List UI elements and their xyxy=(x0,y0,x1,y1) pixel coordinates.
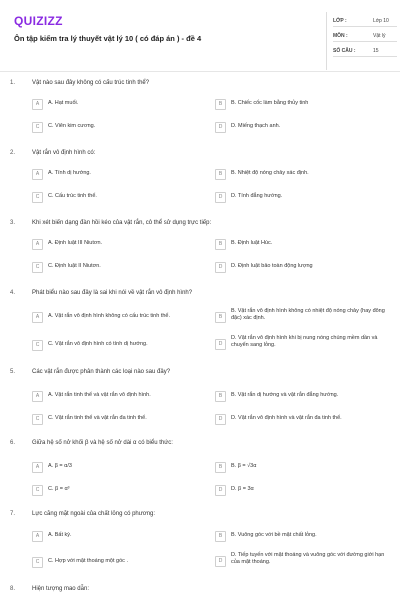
question-text: Hiện tượng mao dẫn: xyxy=(32,586,89,592)
question-text: Các vật rắn được phân thành các loại nào sau đây? xyxy=(32,369,171,375)
option-a[interactable] xyxy=(32,389,202,403)
meta-value: Lớp 10 xyxy=(373,18,389,24)
option-letter-badge: B xyxy=(215,239,226,250)
option-letter-badge: C xyxy=(32,192,43,203)
meta-value: Vật lý xyxy=(373,33,386,39)
question-text: Khi xét biến dạng đàn hồi kéo của vật rắn, cô thể sử dụng trực tiếp: xyxy=(32,220,212,226)
option-text: C. Viên kim cương. xyxy=(48,123,96,129)
option-text: B. Vật rắn dị hướng và vật rắn đẳng hướng. xyxy=(231,392,339,398)
option-d[interactable] xyxy=(215,335,385,349)
option-c[interactable] xyxy=(32,190,202,204)
meta-value: 15 xyxy=(373,48,379,54)
option-letter-badge: A xyxy=(32,391,43,402)
option-text: A. Hạt muối. xyxy=(48,100,79,106)
question-text: Vật nào sau đây không có cấu trúc tinh thể? xyxy=(32,80,150,86)
question-text: Vật rắn vô định hình có: xyxy=(32,150,96,156)
meta-panel xyxy=(326,12,399,70)
question-number: 4. xyxy=(10,290,16,296)
option-letter-badge: D xyxy=(215,339,226,350)
option-c[interactable] xyxy=(32,260,202,274)
option-letter-badge: D xyxy=(215,192,226,203)
option-text: C. Vật rắn vô định hình có tính dị hướng. xyxy=(48,341,148,347)
option-text: C. Định luật II Niutơn. xyxy=(48,263,101,269)
option-text: C. Hợp với mặt thoáng một góc . xyxy=(48,558,128,564)
option-text: D. Vật rắn vô định hình và vật rắn đa tinh thể. xyxy=(231,415,342,421)
option-letter-badge: B xyxy=(215,312,226,323)
option-a[interactable] xyxy=(32,460,202,474)
option-letter-badge: A xyxy=(32,99,43,110)
option-text: B. Định luật Húc. xyxy=(231,240,273,246)
option-c[interactable] xyxy=(32,412,202,426)
option-text: A. Vật rắn vô định hình không có cấu trúc tinh thể. xyxy=(48,313,170,319)
option-b[interactable] xyxy=(215,389,385,403)
option-d[interactable] xyxy=(215,120,385,134)
option-text: B. Chiếc cốc làm bằng thủy tinh xyxy=(231,100,309,106)
option-letter-badge: D xyxy=(215,485,226,496)
option-text: D. Tính đẳng hướng. xyxy=(231,193,283,199)
option-letter-badge: B xyxy=(215,531,226,542)
question-text: Giữa hệ số nở khối β và hệ số nở dài α có biểu thức: xyxy=(32,440,173,446)
option-text: C. Cấu trúc tinh thể. xyxy=(48,193,97,199)
option-letter-badge: C xyxy=(32,557,43,568)
question-number: 7. xyxy=(10,511,16,517)
option-b[interactable] xyxy=(215,237,385,251)
option-letter-badge: D xyxy=(215,556,226,567)
question-text: Phát biểu nào sau đây là sai khi nói về vật rắn vô định hình? xyxy=(32,290,193,296)
option-b[interactable] xyxy=(215,167,385,181)
option-text: C. Vật rắn tinh thể và vật rắn đa tinh thể. xyxy=(48,415,147,421)
option-text: A. Bất kỳ. xyxy=(48,532,72,538)
option-a[interactable] xyxy=(32,97,202,111)
option-c[interactable] xyxy=(32,483,202,497)
option-letter-badge: C xyxy=(32,122,43,133)
option-d[interactable] xyxy=(215,412,385,426)
option-text: D. Vật rắn vô định hình khi bị nung nóng chúng mềm dần và chuyển sang lỏng. xyxy=(231,335,378,348)
option-b[interactable] xyxy=(215,529,385,543)
option-a[interactable] xyxy=(32,167,202,181)
option-letter-badge: B xyxy=(215,99,226,110)
header-divider xyxy=(0,71,400,72)
option-c[interactable] xyxy=(32,120,202,134)
option-text: B. β = √3α xyxy=(231,463,257,469)
option-letter-badge: C xyxy=(32,262,43,273)
option-text: C. β = α³ xyxy=(48,486,70,492)
option-text: A. Vật rắn tinh thể và vật rắn vô định hình. xyxy=(48,392,151,398)
option-text: D. β = 3α xyxy=(231,486,254,492)
option-b[interactable] xyxy=(215,97,385,111)
option-b[interactable] xyxy=(215,460,385,474)
option-d[interactable] xyxy=(215,190,385,204)
option-letter-badge: D xyxy=(215,414,226,425)
meta-label: LỚP : xyxy=(333,18,347,24)
quizizz-logo: QUIZIZZ xyxy=(14,14,63,28)
question-number: 1. xyxy=(10,80,16,86)
option-letter-badge: D xyxy=(215,122,226,133)
question-number: 8. xyxy=(10,586,16,592)
worksheet-header xyxy=(8,10,392,68)
option-letter-badge: B xyxy=(215,391,226,402)
meta-label: SỐ CÂU : xyxy=(333,48,356,54)
option-letter-badge: C xyxy=(32,340,43,351)
meta-row-class xyxy=(333,16,397,27)
option-text: A. Tính dị hướng. xyxy=(48,170,91,176)
meta-label: MÔN : xyxy=(333,33,348,39)
option-letter-badge: C xyxy=(32,485,43,496)
option-c[interactable] xyxy=(32,338,202,352)
option-letter-badge: B xyxy=(215,169,226,180)
option-c[interactable] xyxy=(32,555,202,569)
option-d[interactable] xyxy=(215,260,385,274)
option-d[interactable] xyxy=(215,552,385,566)
option-d[interactable] xyxy=(215,483,385,497)
option-letter-badge: A xyxy=(32,312,43,323)
option-text: D. Định luật bảo toàn động lượng xyxy=(231,263,313,269)
question-text: Lực căng mặt ngoài của chất lỏng có phương: xyxy=(32,511,156,517)
option-letter-badge: D xyxy=(215,262,226,273)
question-number: 2. xyxy=(10,150,16,156)
question-number: 6. xyxy=(10,440,16,446)
question-number: 3. xyxy=(10,220,16,226)
option-a[interactable] xyxy=(32,237,202,251)
option-text: A. β = α/3 xyxy=(48,463,72,469)
option-letter-badge: C xyxy=(32,414,43,425)
meta-row-subject xyxy=(333,31,397,42)
option-text: B. Nhiệt độ nóng chảy xác định. xyxy=(231,170,309,176)
option-text: B. Vuông góc với bề mặt chất lỏng. xyxy=(231,532,317,538)
option-a[interactable] xyxy=(32,310,202,324)
option-b[interactable] xyxy=(215,308,385,322)
page-title: Ôn tập kiểm tra lý thuyết vật lý 10 ( có đáp án ) - đề 4 xyxy=(14,34,202,43)
question-number: 5. xyxy=(10,369,16,375)
option-letter-badge: A xyxy=(32,239,43,250)
option-text: B. Vật rắn vô định hình không có nhiệt độ nóng chảy (hay đông đặc) xác định. xyxy=(231,308,385,321)
option-letter-badge: A xyxy=(32,462,43,473)
option-letter-badge: A xyxy=(32,169,43,180)
option-a[interactable] xyxy=(32,529,202,543)
option-letter-badge: A xyxy=(32,531,43,542)
option-letter-badge: B xyxy=(215,462,226,473)
option-text: A. Định luật III Niutơn. xyxy=(48,240,103,246)
option-text: D. Miếng thạch anh. xyxy=(231,123,281,129)
option-text: D. Tiếp tuyến với mặt thoáng và vuông góc với đường giới hạn của mặt thoáng. xyxy=(231,552,385,565)
meta-row-count xyxy=(333,46,397,57)
